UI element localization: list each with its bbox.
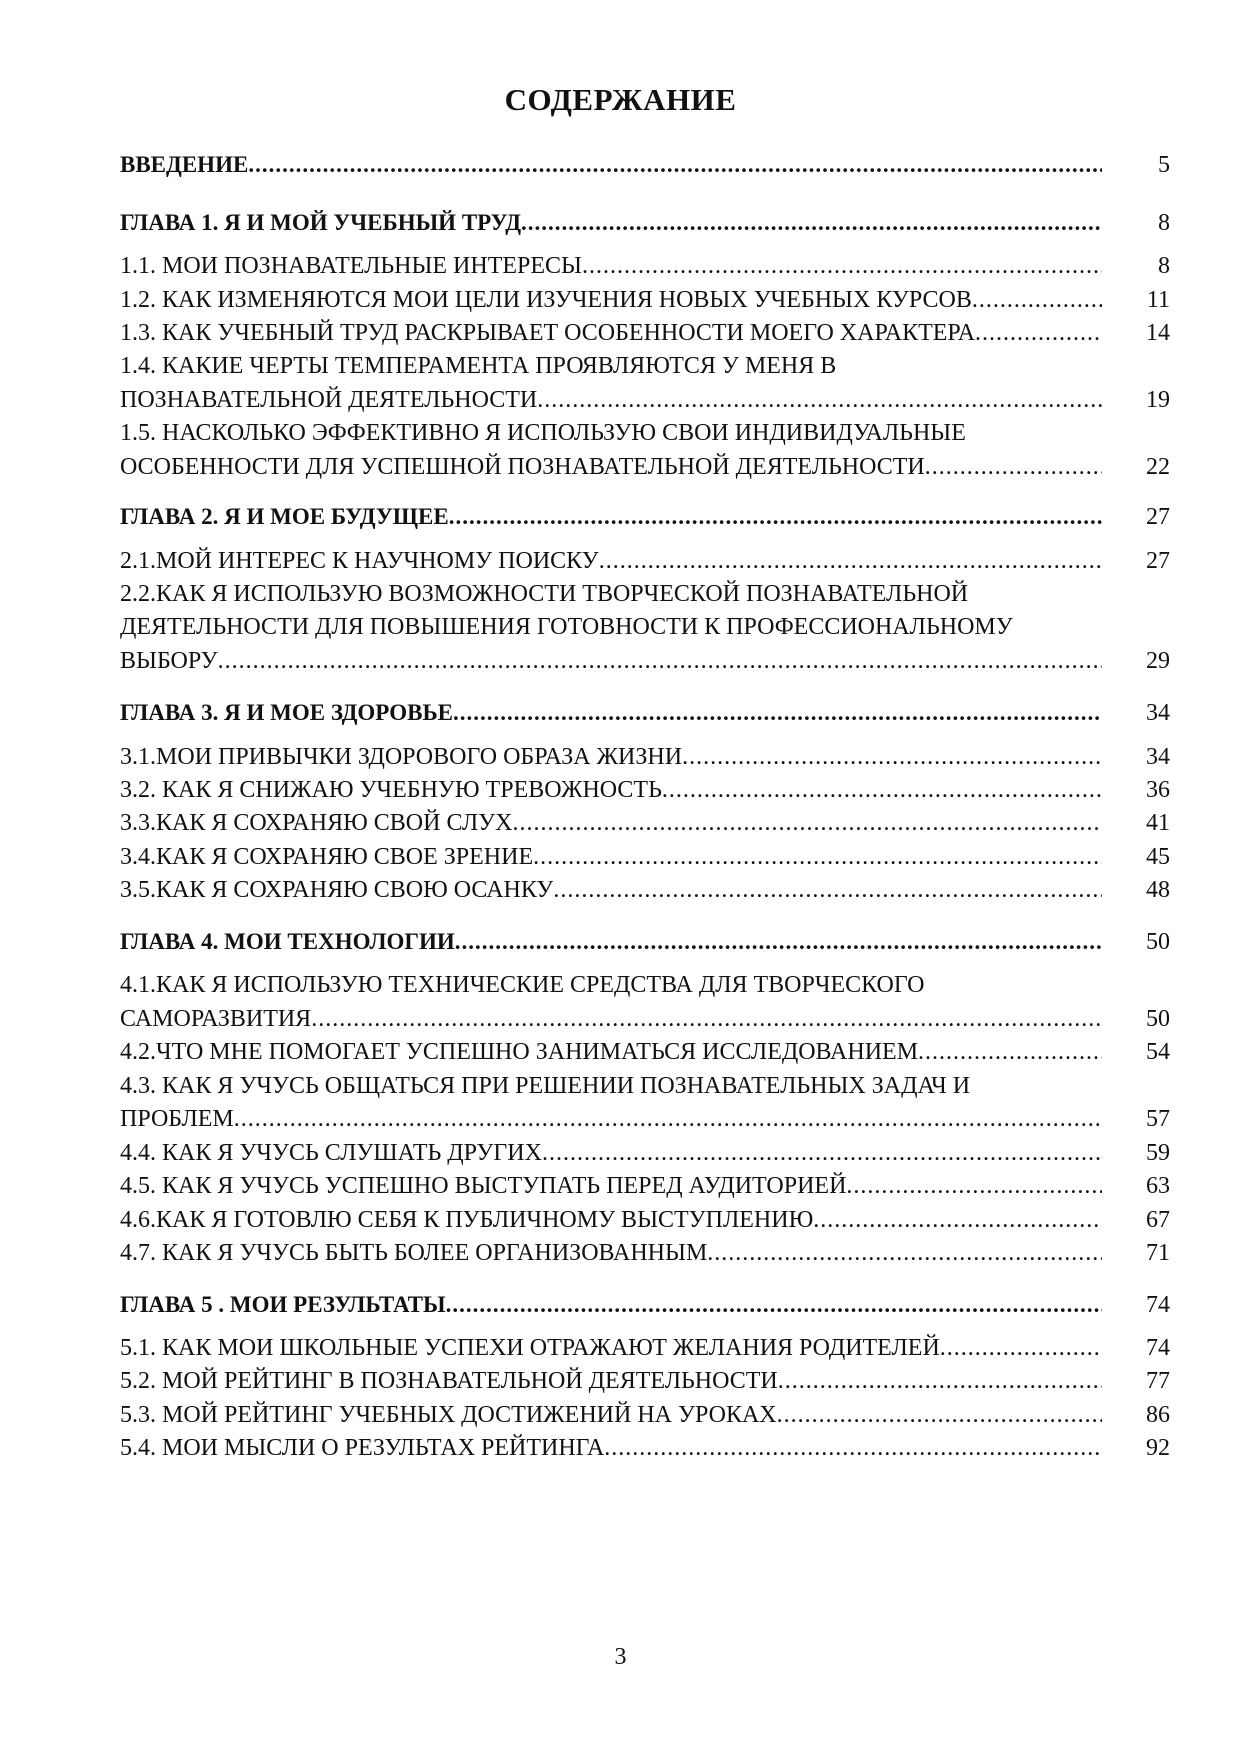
toc-page-number: 67 (1146, 1207, 1170, 1233)
dot-leader (542, 1136, 1102, 1170)
toc-entry-text: ПРОБЛЕМ (120, 1106, 234, 1132)
toc-entry-text: 4.4. КАК Я УЧУСЬ СЛУШАТЬ ДРУГИХ (120, 1140, 542, 1166)
toc-entry (120, 1398, 1170, 1432)
toc-page-number: 57 (1146, 1106, 1170, 1132)
toc-entry-text: 3.4.КАК Я СОХРАНЯЮ СВОЕ ЗРЕНИЕ (120, 844, 534, 870)
dot-leader (512, 806, 1102, 840)
toc-entry-chapter (120, 696, 1170, 730)
toc-entry (120, 1331, 1170, 1365)
toc-entry (120, 740, 1170, 774)
dot-leader (449, 500, 1102, 534)
toc-entry-text: 5.2. МОЙ РЕЙТИНГ В ПОЗНАВАТЕЛЬНОЙ ДЕЯТЕЛЬНОСТИ (120, 1368, 778, 1394)
toc-entry (120, 1364, 1170, 1398)
toc-entry-text: 4.5. КАК Я УЧУСЬ УСПЕШНО ВЫСТУПАТЬ ПЕРЕД АУДИТОРИЕЙ (120, 1173, 847, 1199)
toc-page-number: 34 (1146, 700, 1170, 726)
toc-page-number: 41 (1146, 810, 1170, 836)
toc-entry-chapter (120, 148, 1170, 182)
dot-leader (682, 740, 1102, 774)
toc-entry-continued: 1.5. НАСКОЛЬКО ЭФФЕКТИВНО Я ИСПОЛЬЗУЮ СВОИ ИНДИВИДУАЛЬНЫЕ (120, 420, 966, 446)
toc-entry-text: 1.1. МОИ ПОЗНАВАТЕЛЬНЫЕ ИНТЕРЕСЫ (120, 253, 582, 279)
toc-entry-text: 1.3. КАК УЧЕБНЫЙ ТРУД РАСКРЫВАЕТ ОСОБЕННОСТИ МОЕГО ХАРАКТЕРА (120, 320, 976, 346)
dot-leader (599, 544, 1102, 578)
toc-entry-text: ГЛАВА 4. МОИ ТЕХНОЛОГИИ (120, 929, 455, 954)
toc-entry-text: 3.1.МОИ ПРИВЫЧКИ ЗДОРОВОГО ОБРАЗА ЖИЗНИ (120, 744, 683, 770)
toc-entry-text: 5.4. МОИ МЫСЛИ О РЕЗУЛЬТАХ РЕЙТИНГА (120, 1435, 605, 1461)
dot-leader (972, 283, 1102, 317)
toc-page-number: 8 (1158, 253, 1170, 279)
dot-leader (248, 148, 1102, 182)
toc-page-number: 19 (1146, 387, 1170, 413)
toc-entry (120, 383, 1170, 417)
toc-entry (120, 1136, 1170, 1170)
dot-leader (778, 1364, 1102, 1398)
toc-page-number: 54 (1146, 1039, 1170, 1065)
dot-leader (218, 644, 1102, 678)
toc-entry (120, 1102, 1170, 1136)
toc-entry-chapter (120, 1288, 1170, 1322)
toc-entry (120, 1236, 1170, 1270)
toc-entry-continued: 2.2.КАК Я ИСПОЛЬЗУЮ ВОЗМОЖНОСТИ ТВОРЧЕСКОЙ ПОЗНАВАТЕЛЬНОЙ (120, 581, 969, 607)
toc-entry (120, 873, 1170, 907)
toc-entry (120, 450, 1170, 484)
toc-page-number: 50 (1146, 1006, 1170, 1032)
toc-page-number: 8 (1158, 210, 1170, 236)
toc-entry-text: ГЛАВА 2. Я И МОЕ БУДУЩЕЕ (120, 504, 449, 529)
toc-entry (120, 840, 1170, 874)
toc-entry-text: 2.1.МОЙ ИНТЕРЕС К НАУЧНОМУ ПОИСКУ (120, 548, 599, 574)
dot-leader (918, 1035, 1102, 1069)
dot-leader (975, 316, 1102, 350)
toc-entry (120, 283, 1170, 317)
toc-page-number: 29 (1146, 648, 1170, 674)
toc-entry-continued: 4.3. КАК Я УЧУСЬ ОБЩАТЬСЯ ПРИ РЕШЕНИИ ПОЗНАВАТЕЛЬНЫХ ЗАДАЧ И (120, 1073, 971, 1099)
toc-entry (120, 773, 1170, 807)
toc-page-number: 48 (1146, 877, 1170, 903)
toc-page-number: 27 (1146, 548, 1170, 574)
page-number-footer: 3 (614, 1644, 627, 1670)
toc-entry (120, 544, 1170, 578)
page-title: СОДЕРЖАНИЕ (504, 82, 737, 117)
toc-page-number: 36 (1146, 777, 1170, 803)
dot-leader (813, 1203, 1102, 1237)
toc-entry (120, 1035, 1170, 1069)
dot-leader (455, 925, 1102, 959)
toc-entry-chapter (120, 500, 1170, 534)
toc-entry-text: 4.7. КАК Я УЧУСЬ БЫТЬ БОЛЕЕ ОРГАНИЗОВАННЫМ (120, 1240, 708, 1266)
toc-page-number: 71 (1146, 1240, 1170, 1266)
toc-page-number: 14 (1146, 320, 1170, 346)
toc-entry-text: ПОЗНАВАТЕЛЬНОЙ ДЕЯТЕЛЬНОСТИ (120, 387, 538, 413)
toc-entry-text: 1.2. КАК ИЗМЕНЯЮТСЯ МОИ ЦЕЛИ ИЗУЧЕНИЯ НОВЫХ УЧЕБНЫХ КУРСОВ (120, 287, 972, 313)
toc-entry (120, 249, 1170, 283)
dot-leader (662, 773, 1102, 807)
toc-page-number: 45 (1146, 844, 1170, 870)
toc-entry-text: САМОРАЗВИТИЯ (120, 1006, 312, 1032)
toc-entry (120, 316, 1170, 350)
toc-entry (120, 1431, 1170, 1465)
toc-page-number: 77 (1146, 1368, 1170, 1394)
toc-entry (120, 806, 1170, 840)
dot-leader (604, 1431, 1102, 1465)
dot-leader (446, 1288, 1102, 1322)
dot-leader (453, 696, 1102, 730)
toc-page-number: 34 (1146, 744, 1170, 770)
toc-entry-text: ОСОБЕННОСТИ ДЛЯ УСПЕШНОЙ ПОЗНАВАТЕЛЬНОЙ ДЕЯТЕЛЬНОСТИ (120, 454, 925, 480)
toc-page-number: 92 (1146, 1435, 1170, 1461)
toc-entry-chapter (120, 925, 1170, 959)
toc-entry (120, 1203, 1170, 1237)
toc-entry-text: 4.2.ЧТО МНЕ ПОМОГАЕТ УСПЕШНО ЗАНИМАТЬСЯ ИССЛЕДОВАНИЕМ (120, 1039, 919, 1065)
toc-entry-continued: 4.1.КАК Я ИСПОЛЬЗУЮ ТЕХНИЧЕСКИЕ СРЕДСТВА ДЛЯ ТВОРЧЕСКОГО (120, 972, 925, 998)
toc-page-number: 74 (1146, 1292, 1170, 1318)
dot-leader (707, 1236, 1102, 1270)
toc-entry-continued: ДЕЯТЕЛЬНОСТИ ДЛЯ ПОВЫШЕНИЯ ГОТОВНОСТИ К ПРОФЕССИОНАЛЬНОМУ (120, 614, 1013, 640)
toc-entry-text: 5.1. КАК МОИ ШКОЛЬНЫЕ УСПЕХИ ОТРАЖАЮТ ЖЕЛАНИЯ РОДИТЕЛЕЙ (120, 1335, 940, 1361)
toc-entry-text: 4.6.КАК Я ГОТОВЛЮ СЕБЯ К ПУБЛИЧНОМУ ВЫСТУПЛЕНИЮ (120, 1207, 814, 1233)
dot-leader (533, 840, 1102, 874)
toc-page-number: 59 (1146, 1140, 1170, 1166)
toc-entry-text: ВЫБОРУ (120, 648, 218, 674)
toc-page-number: 22 (1146, 454, 1170, 480)
toc-page-number: 11 (1146, 287, 1170, 313)
dot-leader (234, 1102, 1102, 1136)
toc-entry (120, 644, 1170, 678)
toc-entry (120, 1169, 1170, 1203)
toc-page-number: 63 (1146, 1173, 1170, 1199)
dot-leader (940, 1331, 1102, 1365)
toc-entry-text: ГЛАВА 5 . МОИ РЕЗУЛЬТАТЫ (120, 1292, 446, 1317)
dot-leader (582, 249, 1102, 283)
toc-entry (120, 1002, 1170, 1036)
toc-entry-text: ГЛАВА 1. Я И МОЙ УЧЕБНЫЙ ТРУД (120, 210, 522, 235)
toc-entry-text: 5.3. МОЙ РЕЙТИНГ УЧЕБНЫХ ДОСТИЖЕНИЙ НА УРОКАХ (120, 1402, 777, 1428)
dot-leader (311, 1002, 1102, 1036)
dot-leader (553, 873, 1102, 907)
dot-leader (925, 450, 1102, 484)
toc-page-number: 5 (1158, 152, 1170, 178)
dot-leader (777, 1398, 1102, 1432)
dot-leader (537, 383, 1102, 417)
toc-entry-text: 3.3.КАК Я СОХРАНЯЮ СВОЙ СЛУХ (120, 810, 513, 836)
toc-entry-text: ГЛАВА 3. Я И МОЕ ЗДОРОВЬЕ (120, 700, 453, 725)
toc-entry-text: 3.2. КАК Я СНИЖАЮ УЧЕБНУЮ ТРЕВОЖНОСТЬ (120, 777, 662, 803)
toc-page-number: 27 (1146, 504, 1170, 530)
toc-entry-chapter (120, 206, 1170, 240)
toc-entry-text: 3.5.КАК Я СОХРАНЯЮ СВОЮ ОСАНКУ (120, 877, 554, 903)
toc-page-number: 74 (1146, 1335, 1170, 1361)
toc-page-number: 50 (1146, 929, 1170, 955)
dot-leader (521, 206, 1102, 240)
toc-page-number: 86 (1146, 1402, 1170, 1428)
toc-entry-text: ВВЕДЕНИЕ (120, 152, 249, 177)
dot-leader (846, 1169, 1102, 1203)
toc-entry-continued: 1.4. КАКИЕ ЧЕРТЫ ТЕМПЕРАМЕНТА ПРОЯВЛЯЮТСЯ У МЕНЯ В (120, 353, 837, 379)
